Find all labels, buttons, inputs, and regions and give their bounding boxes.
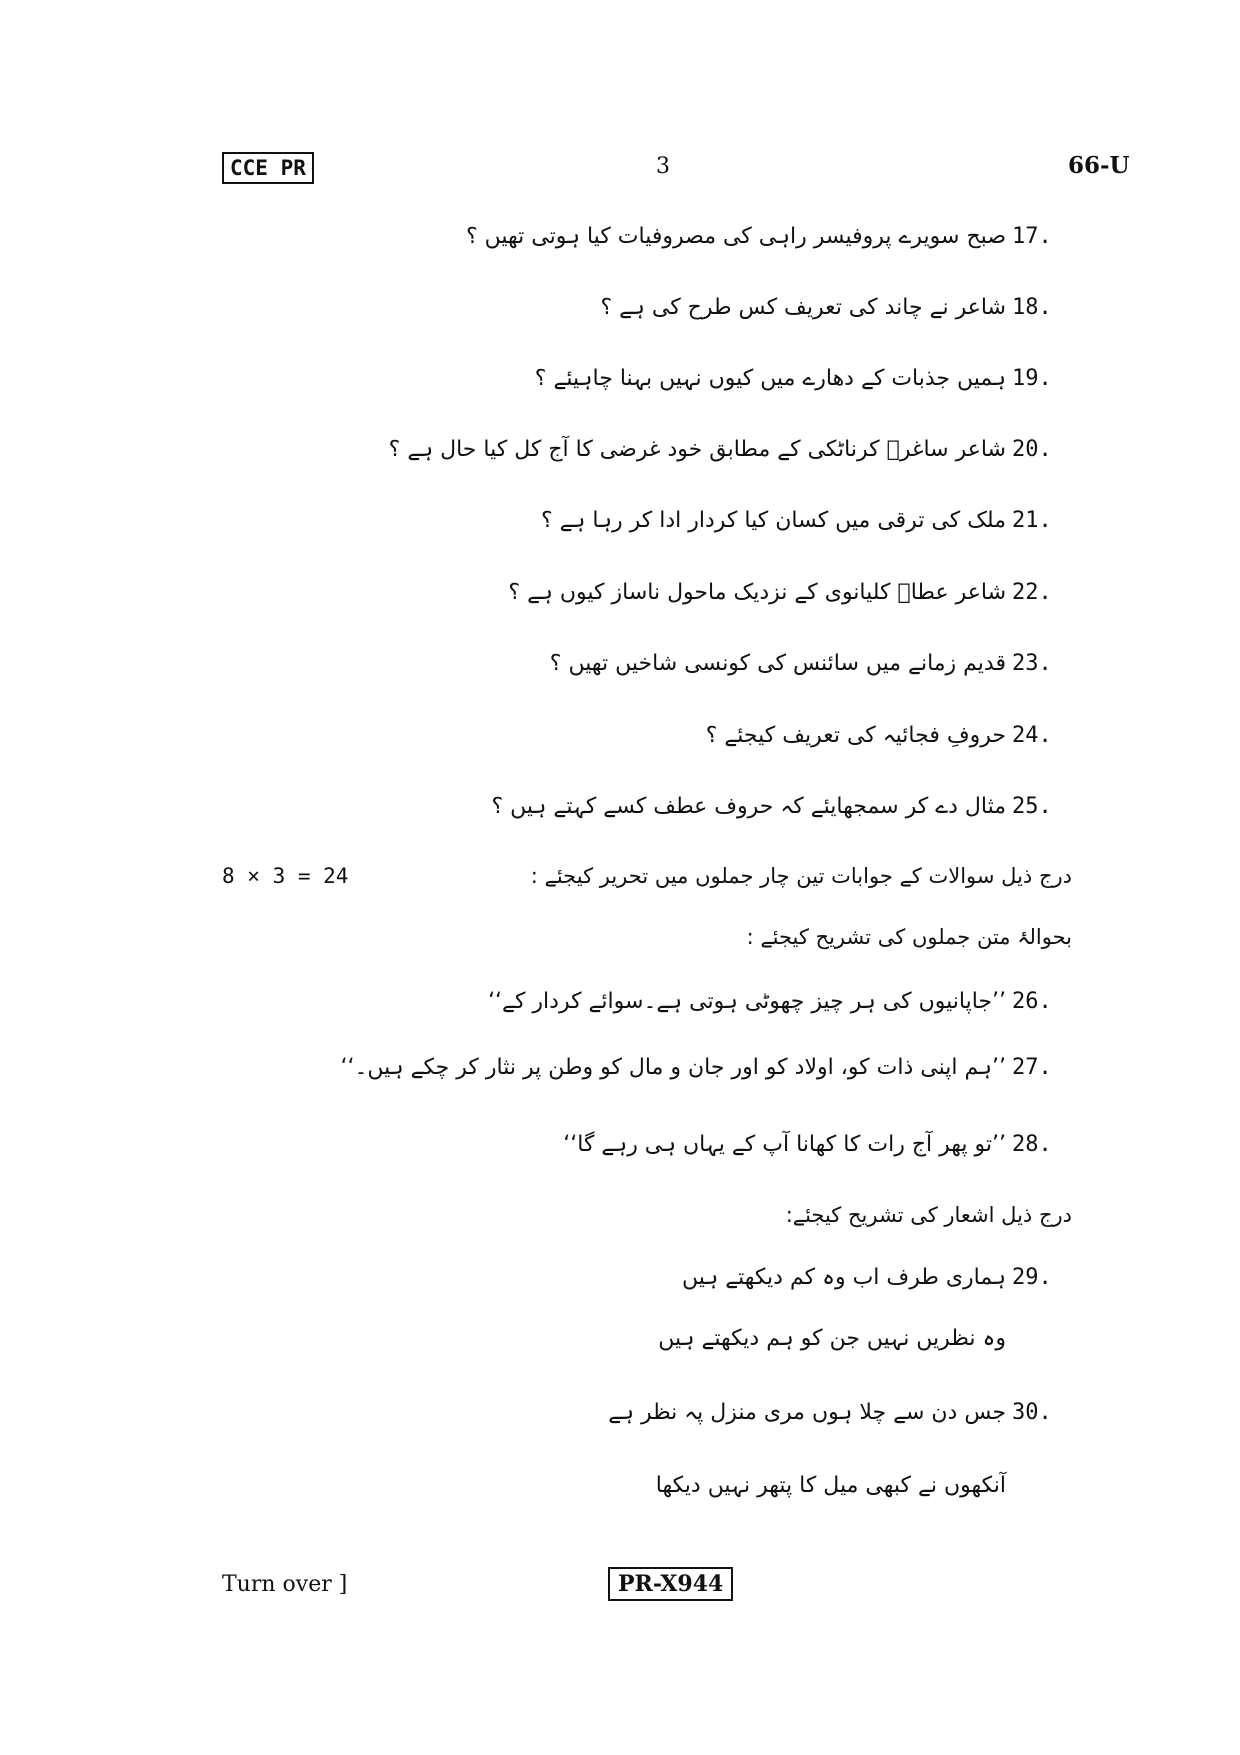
question-number: 24. [1012,722,1052,748]
question-18 [312,287,1072,327]
header-left-label: CCE PR [222,152,314,184]
question-number: 17. [1012,223,1052,249]
question-number: 26. [1012,988,1052,1014]
question-text: شاعر ساغرؔ کرناٹکی کے مطابق خود غرضی کا آج کل کیا حال ہے ؟ [388,436,1006,462]
question-number: 18. [1012,294,1052,320]
question-text: ملک کی ترقی میں کسان کیا کردار ادا کر رہا ہے ؟ [540,507,1006,533]
question-text: ’’تو پھر آج رات کا کھانا آپ کے یہاں ہی رہے گا‘‘ [563,1131,1006,1157]
question-number: 20. [1012,436,1052,462]
question-20 [312,429,1072,469]
question-text: قدیم زمانے میں سائنس کی کونسی شاخیں تھیں ؟ [549,650,1006,676]
question-26 [312,981,1072,1021]
question-number: 23. [1012,650,1052,676]
question-19 [312,358,1072,398]
question-text: ہمیں جذبات کے دھارے میں کیوں نہیں بہنا چاہیئے ؟ [534,365,1006,391]
question-text: شاعر نے چاند کی تعریف کس طرح کی ہے ؟ [600,294,1006,320]
question-28 [312,1124,1072,1164]
question-21 [312,500,1072,540]
verse-line: وہ نظریں نہیں جن کو ہم دیکھتے ہیں [658,1326,1006,1351]
question-number: 30. [1012,1399,1052,1425]
question-number: 22. [1012,579,1052,605]
question-text: ’’جاپانیوں کی ہر چیز چھوٹی ہوتی ہے۔سوائے کردار کے‘‘ [488,988,1006,1014]
verse-line: ہماری طرف اب وہ کم دیکھتے ہیں [681,1264,1006,1290]
paper-code: 66-U [1068,152,1130,179]
question-25 [312,786,1072,826]
verse-line: آنکھوں نے کبھی میل کا پتھر نہیں دیکھا [655,1473,1006,1498]
question-number: 19. [1012,365,1052,391]
section-sub-instruction: بحوالۂ متن جملوں کی تشریح کیجئے : [746,925,1072,949]
question-30 [312,1392,1072,1432]
verses-heading: درج ذیل اشعار کی تشریح کیجئے: [785,1203,1072,1227]
footer-code: PR-X944 [608,1567,733,1601]
question-number: 29. [1012,1264,1052,1290]
section-instruction: درج ذیل سوالات کے جوابات تین چار جملوں میں تحریر کیجئے : [530,864,1072,888]
question-23 [312,643,1072,683]
verse-line: جس دن سے چلا ہوں مری منزل پہ نظر ہے [608,1399,1006,1425]
page-number: 3 [656,154,670,179]
section-marks: 8 × 3 = 24 [222,864,349,888]
question-text: مثال دے کر سمجھایئے کہ حروف عطف کسے کہتے ہیں ؟ [491,793,1006,819]
question-27 [312,1047,1072,1087]
question-17 [312,216,1072,256]
question-29 [312,1257,1072,1297]
turn-over-note: Turn over ] [222,1572,348,1597]
question-number: 21. [1012,507,1052,533]
question-number: 28. [1012,1131,1052,1157]
question-text: شاعر عطاؔ کلیانوی کے نزدیک ماحول ناساز کیوں ہے ؟ [508,579,1006,605]
question-text: ’’ہم اپنی ذات کو، اولاد کو اور جان و مال کو وطن پر نثار کر چکے ہیں۔‘‘ [340,1054,1006,1080]
question-text: حروفِ فجائیہ کی تعریف کیجئے ؟ [705,722,1006,748]
question-22 [312,572,1072,612]
question-text: صبح سویرے پروفیسر راہی کی مصروفیات کیا ہوتی تھیں ؟ [465,223,1006,249]
question-24 [312,715,1072,755]
question-number: 27. [1012,1054,1052,1080]
question-number: 25. [1012,793,1052,819]
